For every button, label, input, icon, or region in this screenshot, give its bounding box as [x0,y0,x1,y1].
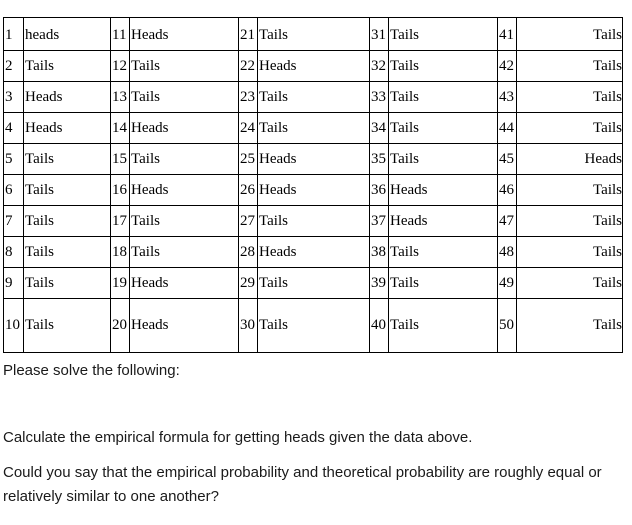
flip-result-cell: Heads [258,144,370,175]
flip-number-cell: 43 [498,82,517,113]
table-row [4,237,623,268]
table-row [4,206,623,237]
flip-result-cell: Heads [389,206,498,237]
flip-result-cell: Tails [130,82,239,113]
question-2: Could you say that the empirical probability and theoretical probability are roughly equal or relatively similar to one another? [3,464,602,505]
table-body [4,18,623,353]
flip-result-cell: Heads [258,51,370,82]
flip-result-cell: Tails [130,51,239,82]
flip-number-cell: 48 [498,237,517,268]
flip-number-cell: 38 [370,237,389,268]
flip-number-cell: 42 [498,51,517,82]
flip-number-cell: 16 [111,175,130,206]
flip-result-cell: Tails [24,268,111,299]
flip-number-cell: 21 [239,18,258,51]
flip-result-cell: Tails [258,268,370,299]
flip-number-cell: 33 [370,82,389,113]
flip-result-cell: Tails [389,18,498,51]
flip-number-cell: 45 [498,144,517,175]
flip-result-cell: Tails [389,82,498,113]
flip-result-cell: heads [24,18,111,51]
flip-number-cell: 1 [4,18,24,51]
flip-number-cell: 7 [4,206,24,237]
flip-result-cell: Heads [517,144,623,175]
flip-result-cell: Heads [389,175,498,206]
flip-number-cell: 8 [4,237,24,268]
flip-number-cell: 2 [4,51,24,82]
flip-result-cell: Tails [258,82,370,113]
flip-result-cell: Heads [130,299,239,353]
flip-number-cell: 15 [111,144,130,175]
flip-result-cell: Tails [517,51,623,82]
flip-number-cell: 11 [111,18,130,51]
flip-number-cell: 9 [4,268,24,299]
flip-result-cell: Tails [389,237,498,268]
flip-number-cell: 32 [370,51,389,82]
flip-result-cell: Tails [258,113,370,144]
flip-result-cell: Tails [517,175,623,206]
flip-result-cell: Tails [258,18,370,51]
flip-number-cell: 24 [239,113,258,144]
table-row [4,144,623,175]
flip-result-cell: Tails [130,237,239,268]
table-row [4,18,623,51]
flip-number-cell: 37 [370,206,389,237]
flip-number-cell: 47 [498,206,517,237]
flip-number-cell: 13 [111,82,130,113]
flip-result-cell: Tails [130,144,239,175]
flip-number-cell: 18 [111,237,130,268]
flip-result-cell: Tails [130,206,239,237]
flip-number-cell: 4 [4,113,24,144]
flip-number-cell: 49 [498,268,517,299]
flip-number-cell: 19 [111,268,130,299]
flip-number-cell: 28 [239,237,258,268]
flip-number-cell: 3 [4,82,24,113]
flip-result-cell: Heads [258,175,370,206]
flip-number-cell: 50 [498,299,517,353]
flip-result-cell: Tails [258,206,370,237]
flip-result-cell: Tails [389,299,498,353]
flip-number-cell: 31 [370,18,389,51]
table-row [4,268,623,299]
flip-number-cell: 20 [111,299,130,353]
table-row [4,299,623,353]
flip-number-cell: 44 [498,113,517,144]
flip-result-cell: Tails [24,299,111,353]
flip-result-cell: Tails [24,206,111,237]
flip-result-cell: Tails [389,268,498,299]
flip-result-cell: Tails [389,51,498,82]
flip-result-cell: Tails [24,51,111,82]
flip-number-cell: 14 [111,113,130,144]
flip-number-cell: 12 [111,51,130,82]
flip-number-cell: 39 [370,268,389,299]
flip-number-cell: 35 [370,144,389,175]
flip-result-cell: Tails [24,175,111,206]
flip-number-cell: 17 [111,206,130,237]
flip-number-cell: 26 [239,175,258,206]
flip-result-cell: Heads [130,268,239,299]
flip-result-cell: Tails [258,299,370,353]
flip-number-cell: 40 [370,299,389,353]
flip-result-cell: Heads [258,237,370,268]
flip-result-cell: Tails [517,268,623,299]
flip-result-cell: Tails [517,237,623,268]
question-1: Calculate the empirical formula for getting heads given the data above. [3,429,473,446]
flip-number-cell: 25 [239,144,258,175]
flip-number-cell: 10 [4,299,24,353]
flip-result-cell: Tails [517,113,623,144]
flip-number-cell: 41 [498,18,517,51]
table-row [4,113,623,144]
flip-number-cell: 23 [239,82,258,113]
flip-result-cell: Tails [389,113,498,144]
flip-result-cell: Tails [389,144,498,175]
questions-intro: Please solve the following: [3,362,180,379]
flip-result-cell: Tails [517,206,623,237]
flip-result-cell: Tails [24,144,111,175]
flip-number-cell: 22 [239,51,258,82]
flip-number-cell: 46 [498,175,517,206]
flip-number-cell: 27 [239,206,258,237]
flip-result-cell: Tails [517,18,623,51]
flip-number-cell: 30 [239,299,258,353]
flip-result-cell: Heads [130,113,239,144]
flip-number-cell: 34 [370,113,389,144]
table-row [4,175,623,206]
flip-number-cell: 29 [239,268,258,299]
flip-result-cell: Tails [24,237,111,268]
flip-result-cell: Heads [130,175,239,206]
flip-result-cell: Tails [517,82,623,113]
flip-result-cell: Heads [24,82,111,113]
table-row [4,82,623,113]
flip-result-cell: Tails [517,299,623,353]
flip-number-cell: 5 [4,144,24,175]
table-row [4,51,623,82]
flip-number-cell: 6 [4,175,24,206]
flip-result-cell: Heads [130,18,239,51]
flip-number-cell: 36 [370,175,389,206]
flip-result-cell: Heads [24,113,111,144]
coin-flip-table [3,17,623,353]
